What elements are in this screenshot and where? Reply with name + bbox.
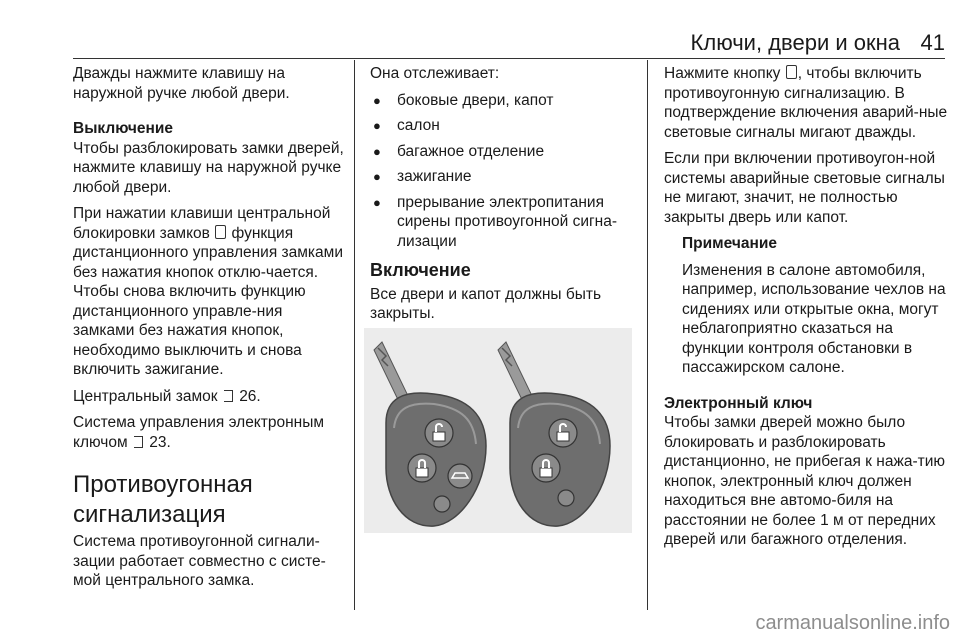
subheading-electronic-key: Электронный ключ	[664, 394, 813, 412]
reference-text: Система управления электронным ключом	[73, 414, 325, 451]
paragraph: Чтобы разблокировать замки дверей, нажмите клавишу на наружной ручке любой двери.	[73, 139, 344, 196]
paragraph: Она отслеживает:	[370, 65, 500, 82]
cross-reference	[73, 387, 348, 407]
led-button	[434, 496, 450, 512]
lock-icon	[416, 468, 428, 477]
heading-alarm: Противоугонная сигнализация	[73, 471, 253, 528]
paragraph: Если при включении противоугон-ной системы аварийные световые сигналы не мигают, значит, не полностью закрыты дверь или капот.	[664, 150, 945, 226]
section-title: Ключи, двери и окна	[690, 30, 900, 55]
paragraph-text: Нажмите кнопку	[664, 65, 781, 82]
page-link[interactable]: 26.	[239, 387, 261, 405]
key-fob-svg	[364, 328, 632, 533]
paragraph: Система противоугонной сигнали-зации работает совместно с систе-мой центрального замка.	[73, 533, 326, 589]
page-ref-arrow-icon	[134, 436, 143, 448]
paragraph: Чтобы замки дверей можно было блокировать и разблокировать дистанционно, не прибегая к нажа-тию кнопок, электронный ключ должен находиться вне автомо-биля на расстоянии не более 1 м от передних дверей или багажного отделения.	[664, 414, 945, 548]
monitored-list	[370, 91, 638, 252]
list-item: ● багажное отделение	[370, 142, 638, 162]
lock-key-icon	[215, 225, 226, 239]
list-item: ● зажигание	[370, 167, 638, 187]
cross-reference	[73, 413, 348, 452]
note-title: Примечание	[682, 235, 777, 252]
led-button	[558, 490, 574, 506]
list-item: ● салон	[370, 116, 638, 136]
paragraph: Все двери и капот должны быть закрыты.	[370, 285, 602, 322]
paragraph	[73, 204, 348, 380]
trunk-button	[448, 464, 472, 488]
lock-icon	[540, 468, 552, 477]
subheading-disable: Выключение	[73, 120, 174, 137]
subheading-enable: Включение	[370, 260, 471, 280]
paragraph: Дважды нажмите клавишу на наружной ручке любой двери.	[73, 65, 290, 102]
paragraph-text: функция дистанционного управления замками без нажатия кнопок отклю-чается. Чтобы снова включить функцию дистанционного управле-ния замками без нажатия кнопок, необходимо выключить и снова включить зажигание.	[73, 224, 343, 378]
reference-text: Центральный замок	[73, 387, 218, 405]
unlock-icon	[433, 432, 445, 441]
column-divider-2	[647, 60, 648, 610]
list-item: ● прерывание электропитания сирены противоугонной сигна-лизации	[370, 193, 638, 252]
header-rule	[73, 58, 945, 59]
paragraph	[664, 64, 954, 142]
column-3	[664, 64, 954, 557]
column-2	[370, 64, 638, 331]
column-1	[73, 64, 348, 598]
note-text: Изменения в салоне автомобиля, например, использование чехлов на сидениях или открытые окна, могут неблагоприятно сказаться на функции контроля обстановки в пассажирском салоне.	[682, 261, 946, 376]
paragraph-text: , чтобы включить противоугонную сигнализацию. В подтверждение включения аварий-ные световые сигналы мигают дважды.	[664, 65, 948, 141]
list-item: ● боковые двери, капот	[370, 91, 638, 111]
page-number: 41	[920, 30, 945, 55]
paragraph-text: При нажатии клавиши центральной блокировки замков	[73, 205, 331, 242]
note-block	[664, 234, 954, 378]
key-fob-illustration	[364, 328, 632, 533]
unlock-icon	[557, 432, 569, 441]
column-divider-1	[354, 60, 355, 610]
watermark: carmanualsonline.info	[755, 612, 950, 634]
lock-key-icon	[786, 65, 797, 79]
page-link[interactable]: 23.	[149, 433, 171, 451]
page-ref-arrow-icon	[224, 390, 233, 402]
